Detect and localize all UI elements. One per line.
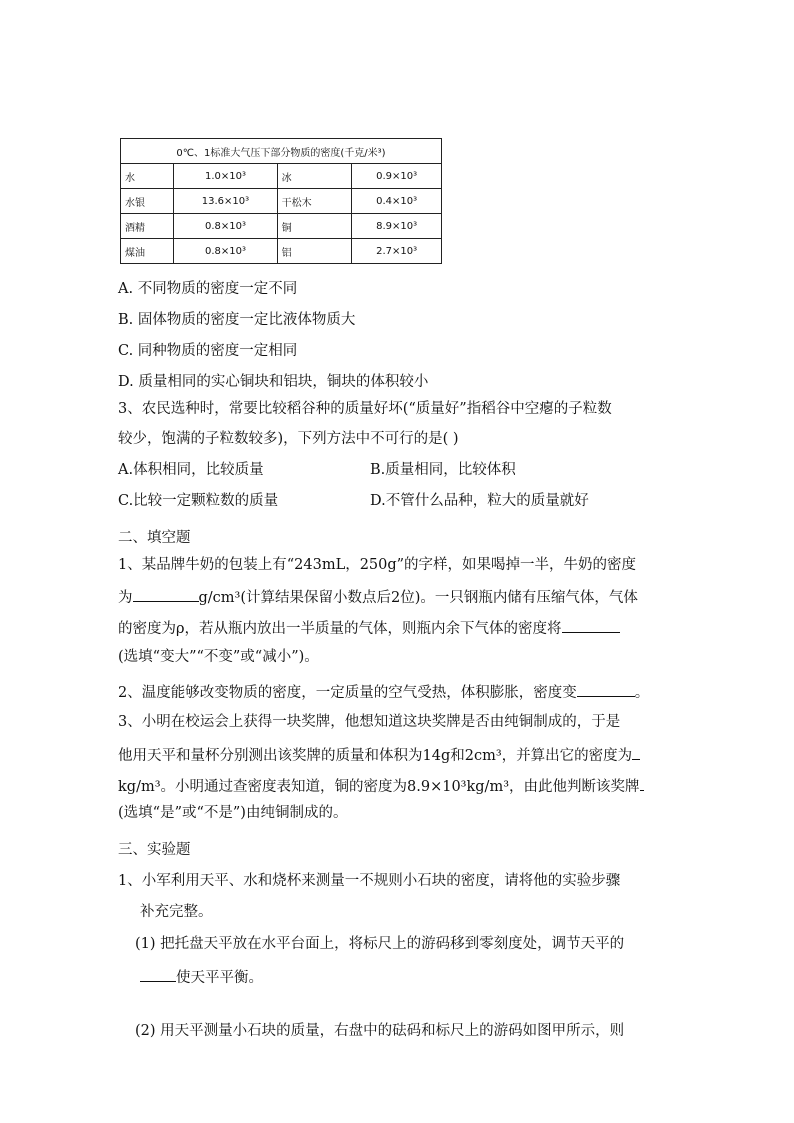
fill-q2-end: 。 <box>634 685 650 701</box>
table-cell: 13.6×10³ <box>174 189 277 214</box>
answer-blank[interactable] <box>577 680 635 697</box>
table-cell: 水银 <box>121 189 174 214</box>
fill-q3-line-3 <box>118 774 678 797</box>
question-3-line-1: 3、农民选种时，常要比较稻谷种的质量好坏(“质量好”指稻谷中空瘪的子粒数 <box>118 401 612 417</box>
fill-q3-line-1: 3、小明在校运会上获得一块奖牌，他想知道这块奖牌是否由纯铜制成的，于是 <box>118 714 621 730</box>
table-row <box>121 214 442 239</box>
fill-q3-line-3-text: kg/m³。小明通过查密度表知道，铜的密度为8.9×10³kg/m³，由此他判断该奖牌 <box>118 779 640 795</box>
density-table-title: 0℃、1标准大气压下部分物质的密度(千克/米³) <box>121 139 442 164</box>
section-2-heading: 二、填空题 <box>118 530 191 546</box>
answer-blank[interactable] <box>133 585 199 602</box>
table-row <box>121 189 442 214</box>
q3-option-b: B.质量相同，比较体积 <box>370 462 516 478</box>
table-row <box>121 164 442 189</box>
answer-blank[interactable] <box>140 965 176 982</box>
fill-q1-suffix: g/cm³(计算结果保留小数点后2位)。一只钢瓶内储有压缩气体，气体 <box>198 590 638 606</box>
fill-q1-line-3 <box>118 616 678 639</box>
exp-step-2-line-1: (2) 用天平测量小石块的质量，右盘中的砝码和标尺上的游码如图甲所示，则 <box>135 1023 625 1039</box>
table-cell: 0.8×10³ <box>174 214 277 239</box>
fill-q1-line-3-text: 的密度为ρ，若从瓶内放出一半质量的气体，则瓶内余下气体的密度将 <box>118 621 562 637</box>
exp-q1-line-2: 补充完整。 <box>140 904 213 920</box>
fill-q2 <box>118 680 678 703</box>
exp-step-1-line-2-text: 使天平平衡。 <box>176 970 263 986</box>
fill-q1-line-2 <box>118 585 678 608</box>
option-a: A. 不同物质的密度一定不同 <box>118 281 298 297</box>
answer-blank[interactable] <box>640 774 644 791</box>
table-row <box>121 239 442 264</box>
answer-blank[interactable] <box>562 616 620 633</box>
fill-q1-line-4: (选填“变大”“不变”或“减小”)。 <box>118 649 319 665</box>
table-cell: 酒精 <box>121 214 174 239</box>
fill-q1-prefix: 为 <box>118 590 133 606</box>
density-table <box>120 138 442 264</box>
table-cell: 冰 <box>277 164 352 189</box>
q3-option-c: C.比较一定颗粒数的质量 <box>118 493 279 509</box>
table-cell: 铜 <box>277 214 352 239</box>
fill-q3-line-2-text: 他用天平和量杯分别测出该奖牌的质量和体积为14g和2cm³，并算出它的密度为 <box>118 748 633 764</box>
option-d: D. 质量相同的实心铜块和铝块，铜块的体积较小 <box>118 374 429 390</box>
q3-option-d: D.不管什么品种，粒大的质量就好 <box>370 493 589 509</box>
table-cell: 煤油 <box>121 239 174 264</box>
table-cell: 干松木 <box>277 189 352 214</box>
table-cell: 2.7×10³ <box>352 239 442 264</box>
fill-q1-line-1: 1、某品牌牛奶的包装上有“243mL，250g”的字样，如果喝掉一半，牛奶的密度 <box>118 557 637 573</box>
answer-blank[interactable] <box>632 743 640 760</box>
table-cell: 水 <box>121 164 174 189</box>
table-cell: 0.9×10³ <box>352 164 442 189</box>
table-cell: 铝 <box>277 239 352 264</box>
fill-q3-line-2 <box>118 743 678 766</box>
table-cell: 1.0×10³ <box>174 164 277 189</box>
exp-q1-line-1: 1、小军利用天平、水和烧杯来测量一不规则小石块的密度，请将他的实验步骤 <box>118 873 621 889</box>
question-3-line-2: 较少，饱满的子粒数较多)，下列方法中不可行的是( ) <box>118 431 459 447</box>
exp-step-1-line-1: (1) 把托盘天平放在水平台面上，将标尺上的游码移到零刻度处，调节天平的 <box>135 936 625 952</box>
fill-q3-line-4: (选填“是”或“不是”)由纯铜制成的。 <box>118 805 348 821</box>
table-cell: 0.4×10³ <box>352 189 442 214</box>
table-cell: 8.9×10³ <box>352 214 442 239</box>
table-cell: 0.8×10³ <box>174 239 277 264</box>
option-c: C. 同种物质的密度一定相同 <box>118 343 298 359</box>
q3-option-a: A.体积相同，比较质量 <box>118 462 264 478</box>
section-3-heading: 三、实验题 <box>118 842 191 858</box>
fill-q2-text: 2、温度能够改变物质的密度，一定质量的空气受热，体积膨胀，密度变 <box>118 685 577 701</box>
option-b: B. 固体物质的密度一定比液体物质大 <box>118 312 356 328</box>
exp-step-1-line-2 <box>140 965 700 988</box>
